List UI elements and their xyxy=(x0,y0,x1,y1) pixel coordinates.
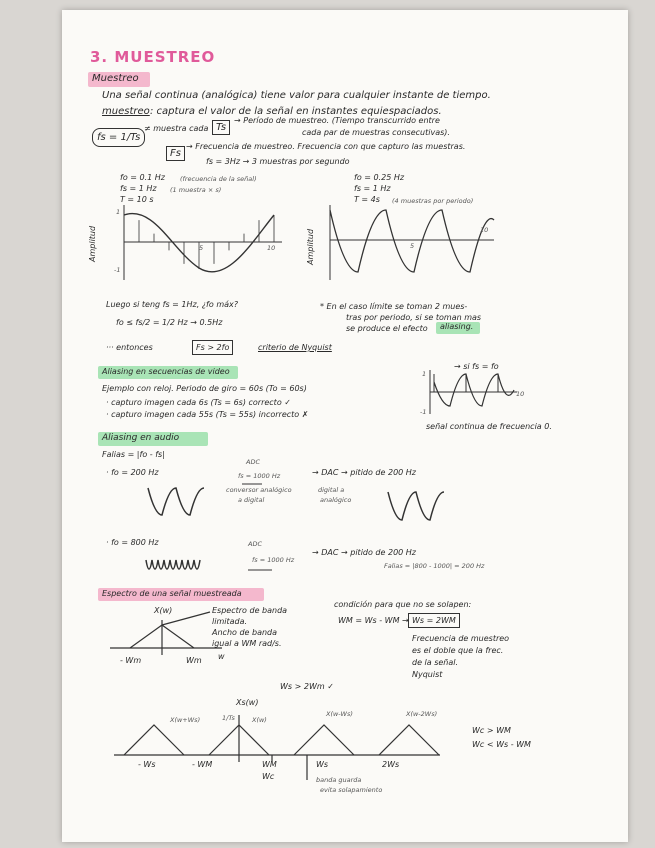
conv-da-1: digital a xyxy=(318,486,345,494)
fs-text-a: → Frecuencia de muestreo. Frecuencia con que capturo las muestras. xyxy=(186,142,466,151)
conv-ad-1: conversor analógico xyxy=(226,486,292,494)
note-line2: tras por periodo, si se toman mas xyxy=(346,313,482,322)
nyquist-criterion: criterio de Nyquist xyxy=(258,343,332,352)
tick-wm: WM xyxy=(262,760,277,769)
adc-label-2: ADC xyxy=(248,540,262,548)
cond-eq: WM = Ws - WM → xyxy=(338,616,409,625)
banda-evita: evita solapamiento xyxy=(320,786,383,794)
conv-da-2: analógico xyxy=(320,496,352,504)
intro-line: Una señal continua (analógica) tiene valor para cualquier instante de tiempo. xyxy=(102,90,491,101)
ts-box: Ts xyxy=(212,120,230,135)
banda-guarda: banda guarda xyxy=(316,776,362,784)
freq-line2: es el doble que la frec. xyxy=(412,646,504,655)
g2-x10: 10 xyxy=(480,226,489,234)
notes-page xyxy=(62,10,628,842)
freq-line1: Frecuencia de muestreo xyxy=(412,634,510,643)
g1-x5: 5 xyxy=(199,244,204,252)
muestreo-definition: : captura el valor de la señal en instantes equiespaciados. xyxy=(150,106,442,117)
alias-caption: señal continua de frecuencia 0. xyxy=(426,422,552,431)
alias-x10: 10 xyxy=(516,390,525,398)
video-example: Ejemplo con reloj. Periodo de giro = 60s (To = 60s) xyxy=(102,384,307,393)
spec-desc3: Ancho de banda xyxy=(212,628,278,637)
g1-l3: T = 10 s xyxy=(120,195,154,204)
alias-graph-label: → si fs = fo xyxy=(454,362,499,371)
heading-text: Aliasing en secuencias de video xyxy=(102,367,230,376)
aliasing-text: aliasing. xyxy=(440,322,474,331)
muestreo-term: muestreo xyxy=(102,106,150,117)
tick-neg-ws: - Ws xyxy=(138,760,156,769)
g1-yneg: -1 xyxy=(114,266,121,274)
note-line1: * En el caso límite se toman 2 mues- xyxy=(320,302,468,311)
g1-l2-note: (1 muestra × s) xyxy=(170,186,222,194)
video-incorrect: · capturo imagen cada 55s (Ts = 55s) incorrecto ✗ xyxy=(106,410,309,419)
spec-neg-wm: - Wm xyxy=(120,656,142,665)
spec-desc1: Espectro de banda xyxy=(212,606,288,615)
fomax-calc: fo ≤ fs/2 = 1/2 Hz → 0.5Hz xyxy=(116,318,223,327)
spec-x-plus: X(w+Ws) xyxy=(170,716,201,724)
case1-fs: fs = 1000 Hz xyxy=(238,472,281,480)
case2-fs: fs = 1000 Hz xyxy=(252,556,295,564)
tick-2ws: 2Ws xyxy=(382,760,400,769)
spectrum2 xyxy=(114,715,440,780)
page-title: 3. MUESTREO xyxy=(90,48,216,66)
spec-wm: Wm xyxy=(186,656,202,665)
video-correct: · capturo imagen cada 6s (Ts = 6s) correcto ✓ xyxy=(106,398,291,407)
g1-ylabel: Amplitud xyxy=(88,225,97,262)
spec-xw: X(w) xyxy=(154,606,173,615)
heading-text: Aliasing en audio xyxy=(102,433,180,443)
note-line3: se produce el efecto xyxy=(346,324,428,333)
g1-l1: fo = 0.1 Hz xyxy=(120,173,165,182)
case1-fo: · fo = 200 Hz xyxy=(106,468,159,477)
spec-desc2: limitada. xyxy=(212,617,248,626)
g1-ypos: 1 xyxy=(116,208,121,216)
g2-l3: T = 4s xyxy=(354,195,380,204)
ineq-2: Wc < Ws - WM xyxy=(472,740,531,749)
aliasing-highlight xyxy=(436,322,480,334)
case2-fo: · fo = 800 Hz xyxy=(106,538,159,547)
spectrum1 xyxy=(110,612,222,655)
spec-w: w xyxy=(218,652,225,661)
case2-dac: → DAC → pitido de 200 Hz xyxy=(312,548,416,557)
fs-box: Fs xyxy=(166,146,185,161)
ts-text-b: → Período de muestreo. (Tiempo transcurrido entre xyxy=(234,116,440,125)
fs-text-b: fs = 3Hz → 3 muestras por segundo xyxy=(206,157,350,166)
nyquist-label: Nyquist xyxy=(412,670,443,679)
g2-l1: fo = 0.25 Hz xyxy=(354,173,405,182)
graph1-plot xyxy=(124,205,282,280)
ts-text-a: ≠ muestra cada xyxy=(144,124,209,133)
section-heading-muestreo xyxy=(88,72,150,87)
falias-formula: Falias = |fo - fs| xyxy=(102,450,165,459)
heading-text: Espectro de una señal muestreada xyxy=(102,589,242,598)
ws-condition: Ws > 2Wm ✓ xyxy=(280,682,334,691)
alias-graph xyxy=(430,370,517,414)
g2-l3-note: (4 muestras por periodo) xyxy=(392,197,474,205)
heading-text: Muestreo xyxy=(92,73,139,84)
conv-ad-2: a digital xyxy=(238,496,265,504)
alias-yneg: -1 xyxy=(420,408,427,416)
g1-l2: fs = 1 Hz xyxy=(120,184,157,193)
adc-label-1: ADC xyxy=(246,458,260,466)
case2-falias: Falias = |800 - 1000| = 200 Hz xyxy=(384,562,485,570)
tick-ws: Ws xyxy=(316,760,329,769)
spec-one-ts: 1/Ts xyxy=(222,714,235,722)
alias-ypos: 1 xyxy=(422,370,427,378)
g2-x5: 5 xyxy=(410,242,415,250)
spec-xw2: X(w) xyxy=(252,716,267,724)
fs-formula: fs = 1/Ts xyxy=(92,128,145,147)
fomax-question: Luego si teng fs = 1Hz, ¿fo máx? xyxy=(106,300,238,309)
g2-ylabel: Amplitud xyxy=(306,228,315,265)
tick-neg-wm: - WM xyxy=(192,760,213,769)
ts-text-c: cada par de muestras consecutivas). xyxy=(302,128,450,137)
nyquist-condition-box: Fs > 2fo xyxy=(192,340,233,355)
g2-l2: fs = 1 Hz xyxy=(354,184,391,193)
g1-x10: 10 xyxy=(267,244,276,252)
g1-l1-note: (frecuencia de la señal) xyxy=(180,175,257,183)
spec-x-minus: X(w-Ws) xyxy=(326,710,353,718)
section-heading-spectrum xyxy=(98,588,264,601)
ineq-1: Wc > WM xyxy=(472,726,511,735)
section-heading-video xyxy=(98,366,238,379)
entonces-text: ··· entonces xyxy=(106,343,153,352)
tick-wc: Wc xyxy=(262,772,275,781)
spec-desc4: igual a WM rad/s. xyxy=(212,639,282,648)
case1-dac: → DAC → pitido de 200 Hz xyxy=(312,468,416,477)
cond-title: condición para que no se solapen: xyxy=(334,600,472,609)
spec-xs: Xs(w) xyxy=(236,698,259,707)
cond-box: Ws = 2WM xyxy=(408,613,460,628)
freq-line3: de la señal. xyxy=(412,658,459,667)
section-heading-audio xyxy=(98,432,208,446)
spec-x-minus2: X(w-2Ws) xyxy=(406,710,438,718)
